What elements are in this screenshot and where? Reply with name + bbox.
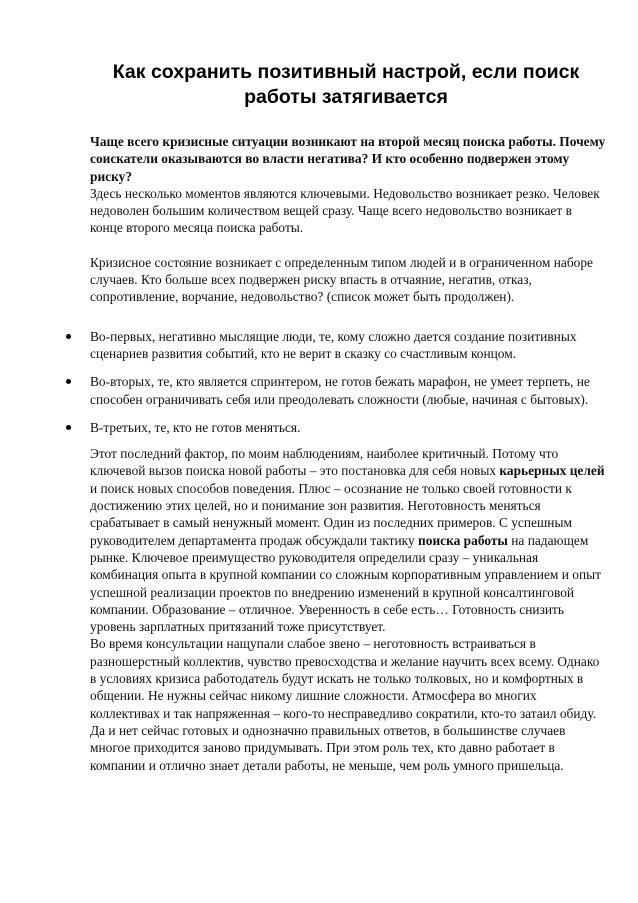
bullet-icon — [66, 379, 71, 384]
paragraph-spacer — [90, 237, 608, 254]
lead-paragraph: Чаще всего кризисные ситуации возникают на второй месяц поиска работы. Почему соискатели оказываются во власти негатива? И кто особенно подвержен этому риску? — [90, 134, 606, 184]
final-text-3: на падающем рынке. Ключевое преимущество руководителя определили сразу – уникальная комбинация опыта в крупной компании со сложным корпоративным управлением и опыт успешной реализации проектов по внедрению изменений в крупной консалтинговой компании. Образование – отличное. Уверенность в себе есть… Готовность снизить уровень зарплатных притязаний тоже присутствует. — [90, 532, 601, 635]
crisis-paragraph: Кризисное состояние возникает с определенным типом людей и в ограниченном наборе случаев. Кто больше всех подвержен риску впасть в отчаяние, негатив, отказ, сопротивление, ворчание, недовольство? (список может быть продолжен). — [90, 254, 593, 305]
consultation-paragraph: Во время консультации нащупали слабое звено – неготовность встраиваться в разношерстный коллектив, чувство превосходства и желание научить всех всему. Однако в условиях кризиса работодатель будут искать не только толковых, но и комфортных в общении. Не нужны сейчас никому лишние сложности. Атмосфера во многих коллективах и так напряженная – кого-то несправедливо сократили, кто-то затаил обиду. Да и нет сейчас готовых и однозначно правильных ответов, в большинстве случаев многое приходится заново придумывать. При этом роль тех, кто давно работает в компании и отлично знает детали работы, не меньше, чем роль умного пришельца. — [90, 636, 600, 773]
bullet-icon — [66, 334, 71, 339]
list-item — [90, 419, 608, 436]
career-goals-link[interactable]: карьерных целей — [499, 463, 605, 479]
intro-paragraph: Здесь несколько моментов являются ключевыми. Недовольство возникает резко. Человек недоволен большим количеством вещей сразу. Чаще всего недовольство возникает в конце второго месяца поиска работы. — [90, 185, 600, 236]
article-title: Как сохранить позитивный настрой, если поиск работы затягивается — [112, 61, 580, 108]
bullet-icon — [66, 425, 71, 430]
paragraph-spacer — [90, 306, 608, 328]
list-item — [90, 373, 608, 408]
list-item — [90, 328, 608, 363]
final-text-2: и поиск новых способов поведения. Плюс – осознание не только своей готовности к достижению этих целей, но и понимание зон развития. Неготовность меняться срабатывает в самый ненужный момент. Один из последних примеров. С успешным руководителем департамента продаж обсуждали тактику — [90, 480, 572, 548]
list-item-text: В-третьих, те, кто не готов меняться. — [90, 419, 301, 435]
job-search-link[interactable]: поиска работы — [418, 532, 508, 548]
final-paragraph — [90, 445, 608, 635]
article-body — [90, 133, 608, 774]
list-item-text: Во-первых, негативно мыслящие люди, те, кому сложно дается создание позитивных сценариев развития событий, кто не верит в сказку со счастливым концом. — [90, 328, 577, 361]
list-item-text: Во-вторых, те, кто является спринтером, не готов бежать марафон, не умеет терпеть, не способен ограничивать себя или преодолевать сложности (любые, начиная с бытовых). — [90, 374, 590, 407]
risk-list — [90, 328, 608, 436]
final-text-1: Этот последний фактор, по моим наблюдениям, наиболее критичный. Потому что ключевой вызов поиска новой работы – это постановка для себя новых — [90, 446, 559, 479]
